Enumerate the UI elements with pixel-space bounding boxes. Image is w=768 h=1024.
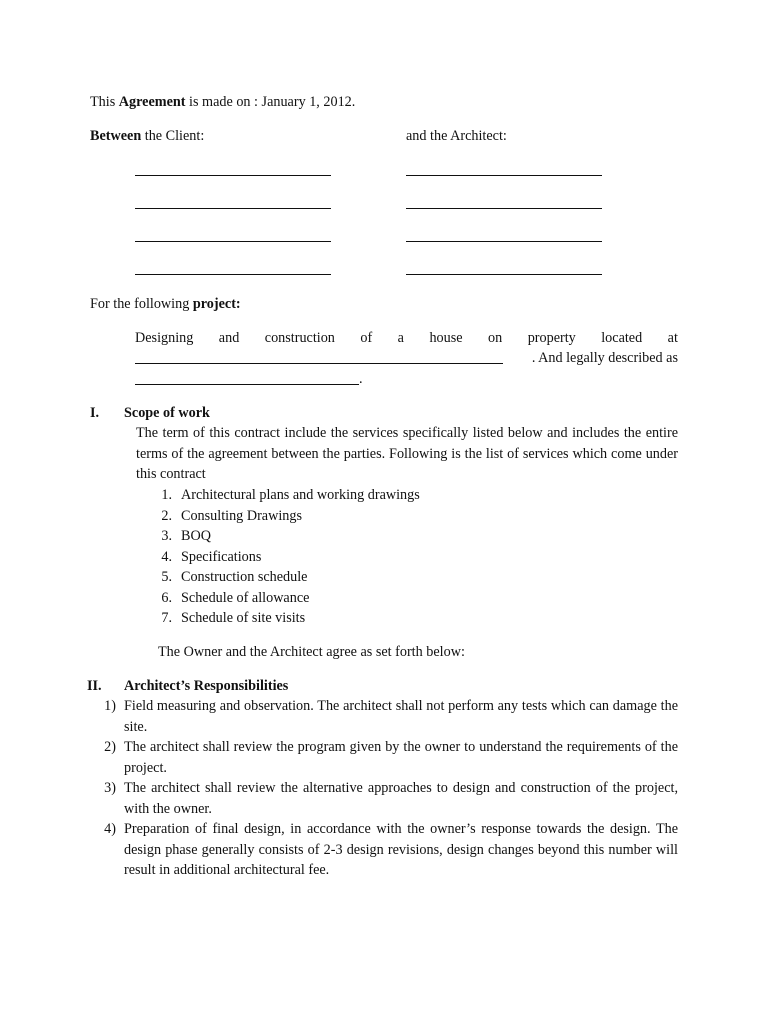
project-desc-word: at <box>667 330 678 346</box>
responsibility-text: Field measuring and observation. The architect shall not perform any tests which can damage the site. <box>124 698 678 735</box>
section-2-heading-text: Architect’s Responsibilities <box>124 678 289 694</box>
architect-blank-line-4[interactable] <box>406 274 602 275</box>
scope-item-number: 7. <box>161 610 172 626</box>
scope-item-text: Specifications <box>181 548 262 565</box>
agreement-word: Agreement <box>118 94 186 110</box>
client-label-text: the Client: <box>141 128 205 144</box>
project-desc-word: property <box>527 330 576 346</box>
client-label <box>90 126 204 147</box>
scope-item-number: 1. <box>161 487 172 503</box>
responsibility-text: The architect shall review the program given by the owner to understand the requirements of the project. <box>124 739 678 776</box>
section-2-numeral-text: II. <box>87 678 102 694</box>
project-desc-word: and <box>218 330 240 346</box>
section-1-heading-text: Scope of work <box>124 405 210 421</box>
between-word: Between <box>90 128 142 144</box>
project-desc-word: house <box>429 330 463 346</box>
scope-item-number: 5. <box>161 569 172 585</box>
architect-blank-line-3[interactable] <box>406 241 602 242</box>
scope-item-number: 6. <box>161 589 172 606</box>
legal-description-period: . <box>359 371 363 387</box>
responsibility-number: 1) <box>104 698 116 714</box>
scope-item-text: BOQ <box>181 528 211 544</box>
scope-item-text: Schedule of site visits <box>181 610 306 626</box>
architect-label: and the Architect: <box>406 128 507 144</box>
project-word: project: <box>192 296 241 312</box>
scope-item-text: Construction schedule <box>181 569 308 585</box>
legal-description-blank[interactable] <box>135 384 359 385</box>
scope-item-number: 4. <box>161 548 172 565</box>
client-blank-line-4[interactable] <box>135 274 331 275</box>
client-blank-line-1[interactable] <box>135 175 331 176</box>
responsibility-number: 4) <box>104 821 116 837</box>
scope-item-text: Architectural plans and working drawings <box>181 487 420 503</box>
project-label <box>90 294 241 315</box>
project-description-line-1 <box>135 328 678 349</box>
project-desc-word: Designing <box>135 330 194 346</box>
responsibility-number: 3) <box>104 780 116 796</box>
client-blank-line-2[interactable] <box>135 208 331 209</box>
scope-item-text: Consulting Drawings <box>181 507 302 524</box>
section-1-numeral <box>90 403 99 424</box>
project-description-line-3 <box>135 369 375 390</box>
architect-blank-line-1[interactable] <box>406 175 602 176</box>
intro-prefix: This <box>90 94 119 110</box>
section-2-numeral <box>87 676 102 697</box>
project-desc-word: of <box>360 330 373 346</box>
project-desc-word: on <box>488 330 503 346</box>
project-desc-word: construction <box>264 330 335 346</box>
section-1-closing: The Owner and the Architect agree as set forth below: <box>158 644 465 660</box>
agreement-date-line <box>90 92 355 113</box>
section-1-numeral-text: I. <box>90 405 100 421</box>
architect-blank-line-2[interactable] <box>406 208 602 209</box>
project-description-line-2 <box>135 348 678 369</box>
legal-description-text: . And legally described as <box>531 350 678 366</box>
project-prefix: For the following <box>90 296 193 312</box>
scope-item-number: 2. <box>161 507 172 524</box>
project-desc-word: a <box>397 330 404 346</box>
section-1-heading <box>124 403 210 424</box>
project-desc-word: located <box>601 330 643 346</box>
scope-item-number: 3. <box>161 528 172 544</box>
section-1-paragraph: The term of this contract include the services specifically listed below and includes the entire terms of the agreement between the parties. Following is the list of services which come under this contract <box>136 425 678 483</box>
responsibility-number: 2) <box>104 739 116 755</box>
section-2-heading <box>124 676 288 697</box>
responsibility-text: Preparation of final design, in accordance with the owner’s response towards the design. The design phase generally consists of 2-3 design revisions, design changes beyond this number will result in additional architectural fee. <box>124 821 678 879</box>
intro-suffix: is made on : January 1, 2012. <box>185 94 356 110</box>
property-location-blank[interactable] <box>135 363 503 364</box>
scope-item-text: Schedule of allowance <box>181 589 310 606</box>
responsibility-text: The architect shall review the alternative approaches to design and construction of the project, with the owner. <box>124 780 678 817</box>
client-blank-line-3[interactable] <box>135 241 331 242</box>
